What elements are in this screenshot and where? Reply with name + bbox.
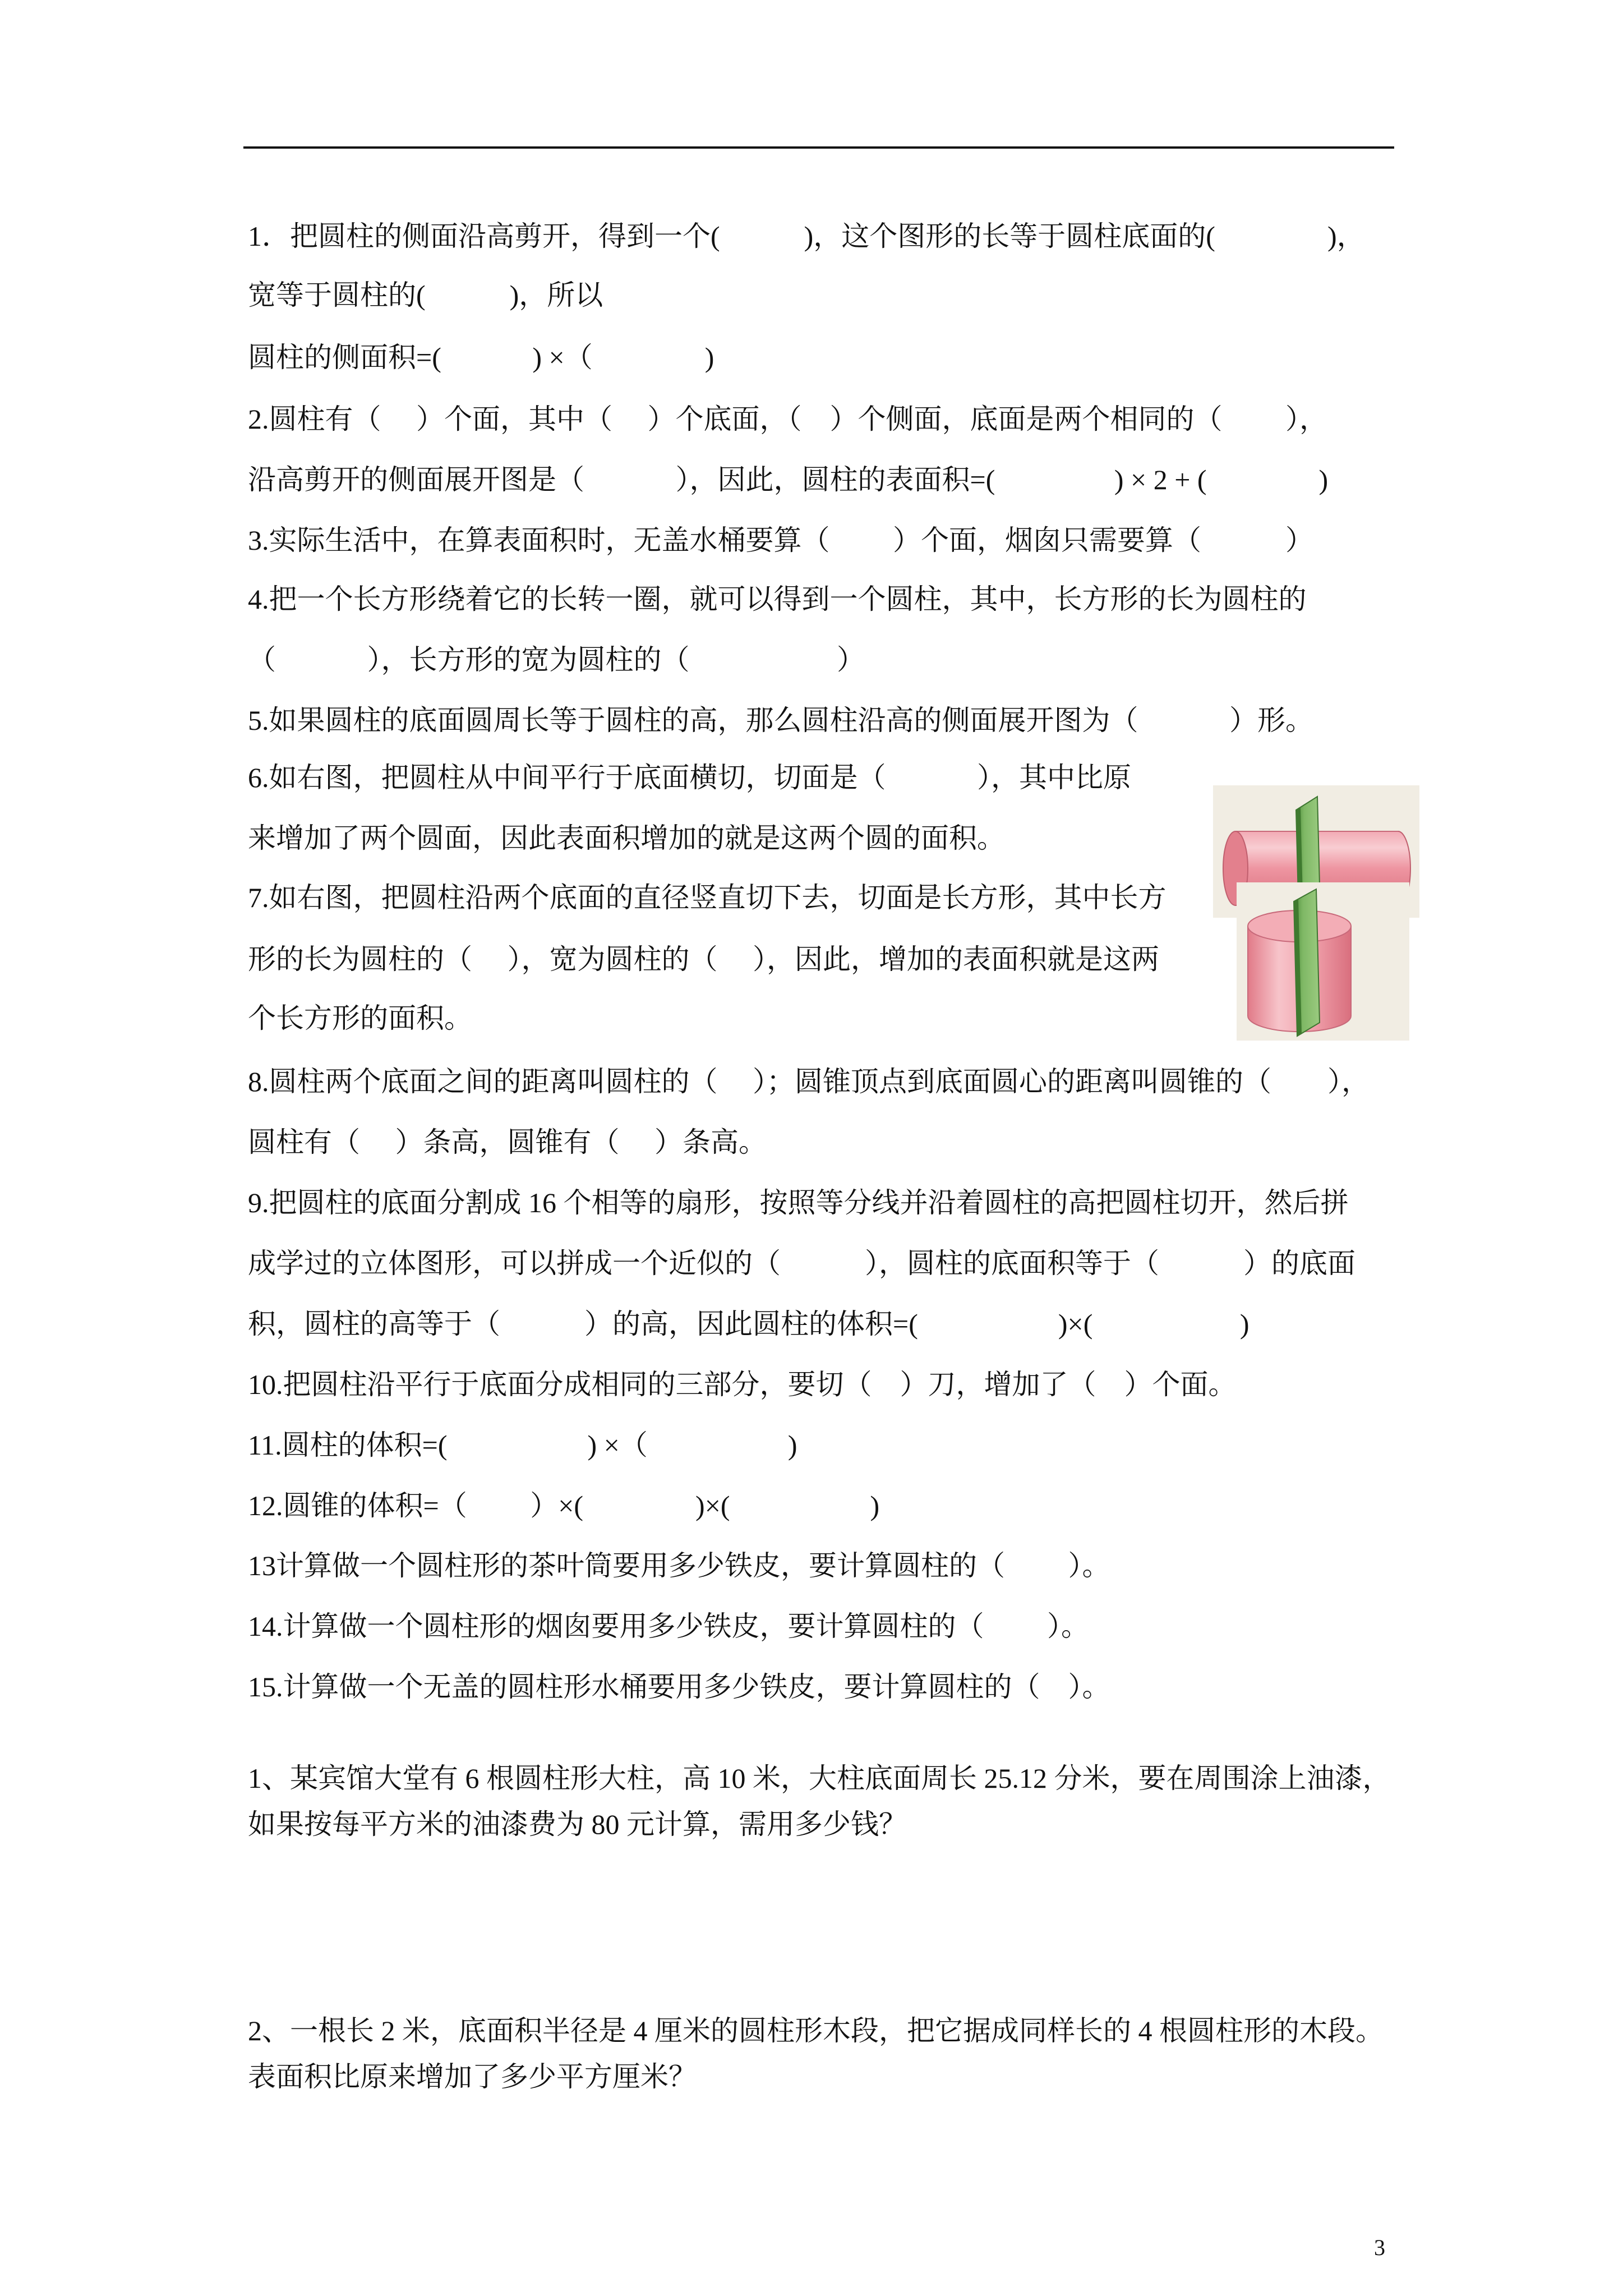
page-number: 3 — [1374, 2235, 1385, 2260]
question-5-line-1: 5.如果圆柱的底面圆周长等于圆柱的高，那么圆柱沿高的侧面展开图为（ ）形。 — [248, 705, 1313, 736]
question-7-line-3: 个长方形的面积。 — [248, 1002, 472, 1034]
question-9-line-2: 成学过的立体图形，可以拼成一个近似的（ ），圆柱的底面积等于（ ）的底面 — [248, 1248, 1355, 1279]
question-1-line-1: 1．把圆柱的侧面沿高剪开，得到一个( )，这个图形的长等于圆柱底面的( )， — [248, 220, 1365, 252]
question-2-line-2: 沿高剪开的侧面展开图是（ ），因此，圆柱的表面积=( ) × 2 + ( ) — [248, 464, 1329, 495]
question-1-line-3: 圆柱的侧面积=( ) ×（ ) — [248, 342, 714, 373]
question-1-line-2: 宽等于圆柱的( )，所以 — [248, 279, 603, 311]
question-7-line-1: 7.如右图，把圆柱沿两个底面的直径竖直切下去，切面是长方形，其中长方 — [248, 882, 1166, 913]
question-4-line-1: 4.把一个长方形绕着它的长转一圈，就可以得到一个圆柱，其中，长方形的长为圆柱的 — [248, 583, 1307, 615]
question-6-line-1: 6.如右图，把圆柱从中间平行于底面横切，切面是（ ），其中比原 — [248, 762, 1131, 793]
question-13-line-1: 13计算做一个圆柱形的茶叶筒要用多少铁皮，要计算圆柱的（ ）。 — [248, 1550, 1110, 1581]
header-rule — [243, 146, 1394, 149]
question-9-line-3: 积，圆柱的高等于（ ）的高，因此圆柱的体积=( )×( ) — [248, 1308, 1249, 1340]
question-4-line-2: （ ），长方形的宽为圆柱的（ ） — [248, 644, 865, 675]
word-problem-1-line-1: 1、某宾馆大堂有 6 根圆柱形大柱，高 10 米，大柱底面周长 25.12 分米，要在周围涂上油漆， — [248, 1763, 1391, 1794]
question-10-line-1: 10.把圆柱沿平行于底面分成相同的三部分，要切（ ）刀，增加了（ ）个面。 — [248, 1369, 1237, 1400]
question-3-line-1: 3.实际生活中，在算表面积时，无盖水桶要算（ ）个面，烟囱只需要算（ ） — [248, 524, 1313, 556]
question-6-line-2: 来增加了两个圆面，因此表面积增加的就是这两个圆的面积。 — [248, 822, 1005, 854]
vertical-cylinder-cut-figure — [1237, 882, 1409, 1041]
question-12-line-1: 12.圆锥的体积=（ ）×( )×( ) — [248, 1490, 880, 1521]
question-11-line-1: 11.圆柱的体积=( ) ×（ ) — [248, 1429, 797, 1461]
question-2-line-1: 2.圆柱有（ ）个面，其中（ ）个底面，（ ）个侧面，底面是两个相同的（ ）， — [248, 403, 1327, 435]
question-8-line-2: 圆柱有（ ）条高，圆锥有（ ）条高。 — [248, 1126, 767, 1158]
word-problem-2-line-2: 表面积比原来增加了多少平方厘米？ — [248, 2061, 697, 2092]
question-14-line-1: 14.计算做一个圆柱形的烟囱要用多少铁皮，要计算圆柱的（ ）。 — [248, 1611, 1089, 1642]
word-problem-2-line-1: 2、一根长 2 米，底面积半径是 4 厘米的圆柱形木段，把它据成同样长的 4 根圆柱形的木段。 — [248, 2015, 1384, 2046]
question-9-line-1: 9.把圆柱的底面分割成 16 个相等的扇形，按照等分线并沿着圆柱的高把圆柱切开，然后拼 — [248, 1187, 1349, 1218]
question-15-line-1: 15.计算做一个无盖的圆柱形水桶要用多少铁皮，要计算圆柱的（ ）。 — [248, 1671, 1110, 1703]
word-problem-1-line-2: 如果按每平方米的油漆费为 80 元计算，需用多少钱？ — [248, 1809, 907, 1840]
question-8-line-1: 8.圆柱两个底面之间的距离叫圆柱的（ ）；圆锥顶点到底面圆心的距离叫圆锥的（ ）， — [248, 1066, 1370, 1097]
question-7-line-2: 形的长为圆柱的（ ），宽为圆柱的（ ），因此，增加的表面积就是这两 — [248, 944, 1159, 975]
